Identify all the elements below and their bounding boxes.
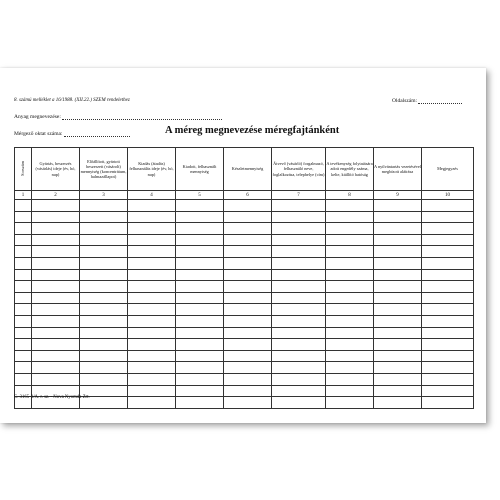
- table-cell[interactable]: [374, 281, 422, 293]
- table-cell[interactable]: [224, 292, 272, 304]
- table-cell[interactable]: [422, 327, 474, 339]
- table-cell[interactable]: [80, 211, 128, 223]
- table-cell[interactable]: [176, 269, 224, 281]
- table-cell[interactable]: [15, 246, 32, 258]
- table-cell[interactable]: [32, 327, 80, 339]
- table-cell[interactable]: [224, 362, 272, 374]
- table-cell[interactable]: [15, 211, 32, 223]
- table-cell[interactable]: [374, 234, 422, 246]
- table-cell[interactable]: [32, 292, 80, 304]
- table-cell[interactable]: [176, 327, 224, 339]
- table-cell[interactable]: [15, 200, 32, 212]
- table-cell[interactable]: [176, 315, 224, 327]
- table-cell[interactable]: [272, 327, 326, 339]
- table-cell[interactable]: [15, 373, 32, 385]
- table-cell[interactable]: [176, 200, 224, 212]
- page-number-line[interactable]: [418, 103, 462, 104]
- table-cell[interactable]: [326, 350, 374, 362]
- table-cell[interactable]: [422, 211, 474, 223]
- column-header: Előállított, gyártott beszerzett (vásárolt) mennyiség (koncentrátum, halmazállapot): [80, 148, 128, 191]
- table-cell[interactable]: [80, 350, 128, 362]
- record-number-label: Mérgező oktat száma:: [14, 131, 63, 137]
- table-cell[interactable]: [326, 246, 374, 258]
- table-cell[interactable]: [374, 327, 422, 339]
- table-cell[interactable]: [32, 257, 80, 269]
- table-cell[interactable]: [224, 397, 272, 409]
- column-header: A nyilvántartás vezetésével megbízott aláírása: [374, 148, 422, 191]
- table-cell[interactable]: [176, 304, 224, 316]
- table-cell[interactable]: [422, 269, 474, 281]
- table-cell[interactable]: [374, 200, 422, 212]
- table-cell[interactable]: [374, 211, 422, 223]
- table-cell[interactable]: [176, 385, 224, 397]
- table-cell[interactable]: [374, 350, 422, 362]
- column-number: 3: [80, 191, 128, 200]
- table-cell[interactable]: [374, 257, 422, 269]
- table-cell[interactable]: [80, 292, 128, 304]
- column-number: 2: [32, 191, 80, 200]
- table-row: [15, 223, 474, 235]
- table-cell[interactable]: [374, 292, 422, 304]
- table-cell[interactable]: [32, 304, 80, 316]
- table-cell[interactable]: [15, 281, 32, 293]
- table-cell[interactable]: [326, 327, 374, 339]
- table-cell[interactable]: [32, 269, 80, 281]
- table-cell[interactable]: [128, 327, 176, 339]
- table-cell[interactable]: [422, 246, 474, 258]
- form-code: C. 3165-3/A. r. sz. - Nova Nyomda Zrt.: [14, 395, 90, 400]
- column-number: 9: [374, 191, 422, 200]
- table-cell[interactable]: [272, 211, 326, 223]
- table-cell[interactable]: [326, 315, 374, 327]
- table-cell[interactable]: [128, 315, 176, 327]
- table-cell[interactable]: [272, 269, 326, 281]
- table-cell[interactable]: [326, 223, 374, 235]
- table-cell[interactable]: [374, 339, 422, 351]
- column-header: Készletmennyiség: [224, 148, 272, 191]
- table-cell[interactable]: [176, 223, 224, 235]
- table-cell[interactable]: [15, 362, 32, 374]
- column-header: Gyártás, beszerzés (vásárlás) ideje (év, hó, nap): [32, 148, 80, 191]
- table-cell[interactable]: [326, 373, 374, 385]
- table-row: [15, 211, 474, 223]
- table-cell[interactable]: [422, 350, 474, 362]
- table-cell[interactable]: [176, 246, 224, 258]
- table-cell[interactable]: [32, 223, 80, 235]
- table-cell[interactable]: [80, 281, 128, 293]
- column-header: Sorszám: [15, 148, 32, 191]
- table-cell[interactable]: [272, 281, 326, 293]
- table-cell[interactable]: [15, 315, 32, 327]
- table-cell[interactable]: [32, 362, 80, 374]
- table-cell[interactable]: [176, 292, 224, 304]
- table-cell[interactable]: [374, 246, 422, 258]
- table-row: [15, 304, 474, 316]
- table-cell[interactable]: [128, 397, 176, 409]
- table-cell[interactable]: [224, 234, 272, 246]
- table-cell[interactable]: [80, 304, 128, 316]
- table-cell[interactable]: [15, 304, 32, 316]
- substance-name-field: [14, 114, 222, 120]
- table-cell[interactable]: [128, 223, 176, 235]
- table-row: [15, 373, 474, 385]
- table-cell[interactable]: [15, 339, 32, 351]
- table-cell[interactable]: [224, 246, 272, 258]
- table-cell[interactable]: [326, 281, 374, 293]
- page-number-label: Oldalszám:: [392, 98, 418, 104]
- table-cell[interactable]: [224, 223, 272, 235]
- table-cell[interactable]: [80, 327, 128, 339]
- table-cell[interactable]: [326, 397, 374, 409]
- table-cell[interactable]: [374, 397, 422, 409]
- table-row: [15, 257, 474, 269]
- table-cell[interactable]: [374, 315, 422, 327]
- table-cell[interactable]: [326, 362, 374, 374]
- table-cell[interactable]: [374, 385, 422, 397]
- column-number-row: [15, 191, 474, 200]
- table-row: [15, 246, 474, 258]
- table-cell[interactable]: [128, 350, 176, 362]
- table-cell[interactable]: [15, 257, 32, 269]
- table-cell[interactable]: [272, 257, 326, 269]
- table-cell[interactable]: [272, 292, 326, 304]
- table-cell[interactable]: [272, 385, 326, 397]
- table-cell[interactable]: [80, 339, 128, 351]
- table-cell[interactable]: [15, 350, 32, 362]
- table-cell[interactable]: [272, 223, 326, 235]
- table-cell[interactable]: [80, 257, 128, 269]
- table-cell[interactable]: [176, 281, 224, 293]
- table-row: [15, 281, 474, 293]
- table-cell[interactable]: [422, 397, 474, 409]
- table-cell[interactable]: [224, 327, 272, 339]
- table-cell[interactable]: [326, 234, 374, 246]
- table-cell[interactable]: [224, 373, 272, 385]
- table-row: [15, 234, 474, 246]
- table-cell[interactable]: [15, 327, 32, 339]
- table-cell[interactable]: [374, 223, 422, 235]
- table-row: [15, 339, 474, 351]
- table-row: [15, 362, 474, 374]
- table-cell[interactable]: [128, 200, 176, 212]
- table-cell[interactable]: [128, 211, 176, 223]
- table-cell[interactable]: [15, 223, 32, 235]
- regulation-reference: 8. számú melléklet a 16/1988. (XII.22.) SZEM rendelethez: [14, 98, 130, 103]
- table-cell[interactable]: [176, 362, 224, 374]
- table-cell[interactable]: [272, 246, 326, 258]
- page-number-field: [392, 98, 462, 104]
- table-cell[interactable]: [422, 234, 474, 246]
- table-cell[interactable]: [80, 373, 128, 385]
- header-row: [15, 148, 474, 191]
- table-cell[interactable]: [326, 200, 374, 212]
- table-cell[interactable]: [32, 315, 80, 327]
- table-cell[interactable]: [374, 373, 422, 385]
- table-row: [15, 350, 474, 362]
- table-cell[interactable]: [422, 339, 474, 351]
- table-cell[interactable]: [128, 362, 176, 374]
- table-cell[interactable]: [326, 269, 374, 281]
- column-number: 7: [272, 191, 326, 200]
- table-cell[interactable]: [32, 246, 80, 258]
- table-cell[interactable]: [272, 200, 326, 212]
- table-cell[interactable]: [224, 269, 272, 281]
- table-cell[interactable]: [32, 373, 80, 385]
- table-cell[interactable]: [224, 200, 272, 212]
- table-cell[interactable]: [32, 200, 80, 212]
- table-cell[interactable]: [374, 362, 422, 374]
- table-cell[interactable]: [272, 315, 326, 327]
- table-cell[interactable]: [224, 304, 272, 316]
- table-cell[interactable]: [32, 339, 80, 351]
- table-cell[interactable]: [224, 281, 272, 293]
- column-number: 5: [176, 191, 224, 200]
- table-cell[interactable]: [128, 281, 176, 293]
- table-cell[interactable]: [422, 223, 474, 235]
- column-header: A tevékenység folytatására adott engedély száma, kelte, kiállító hatóság: [326, 148, 374, 191]
- table-cell[interactable]: [128, 246, 176, 258]
- table-cell[interactable]: [176, 350, 224, 362]
- table-row: [15, 200, 474, 212]
- table-row: [15, 327, 474, 339]
- register-table: [14, 147, 474, 409]
- table-cell[interactable]: [272, 362, 326, 374]
- table-row: [15, 292, 474, 304]
- table-cell[interactable]: [176, 234, 224, 246]
- table-cell[interactable]: [326, 292, 374, 304]
- table-cell[interactable]: [272, 304, 326, 316]
- table-cell[interactable]: [80, 362, 128, 374]
- table-cell[interactable]: [374, 304, 422, 316]
- table-cell[interactable]: [422, 385, 474, 397]
- column-header: Átvevő (vásárló) forgalmazó, felhasználó neve, foglalkozása, telephelye (cím): [272, 148, 326, 191]
- column-number: 6: [224, 191, 272, 200]
- form-title: A méreg megnevezése méregfajtánként: [165, 125, 340, 136]
- form-sheet: [0, 68, 486, 423]
- table-cell[interactable]: [422, 315, 474, 327]
- table-row: [15, 315, 474, 327]
- table-cell[interactable]: [422, 304, 474, 316]
- table-cell[interactable]: [15, 292, 32, 304]
- table-cell[interactable]: [176, 339, 224, 351]
- column-number: 1: [15, 191, 32, 200]
- table-cell[interactable]: [272, 339, 326, 351]
- column-header: Kiadott, felhasznált mennyiség: [176, 148, 224, 191]
- table-cell[interactable]: [128, 257, 176, 269]
- table-cell[interactable]: [326, 257, 374, 269]
- table-cell[interactable]: [15, 269, 32, 281]
- column-header: Megjegyzés: [422, 148, 474, 191]
- table-cell[interactable]: [128, 373, 176, 385]
- column-number: 4: [128, 191, 176, 200]
- table-cell[interactable]: [80, 200, 128, 212]
- table-cell[interactable]: [422, 373, 474, 385]
- table-cell[interactable]: [15, 234, 32, 246]
- table-cell[interactable]: [128, 234, 176, 246]
- record-number-line[interactable]: [64, 136, 130, 137]
- substance-name-line[interactable]: [62, 119, 222, 120]
- table-cell[interactable]: [272, 373, 326, 385]
- table-cell[interactable]: [176, 397, 224, 409]
- table-cell[interactable]: [128, 304, 176, 316]
- table-cell[interactable]: [326, 304, 374, 316]
- column-number: 10: [422, 191, 474, 200]
- table-cell[interactable]: [32, 350, 80, 362]
- table-cell[interactable]: [326, 339, 374, 351]
- table-row: [15, 269, 474, 281]
- table-cell[interactable]: [224, 211, 272, 223]
- table-cell[interactable]: [326, 385, 374, 397]
- table-cell[interactable]: [32, 211, 80, 223]
- table-cell[interactable]: [128, 269, 176, 281]
- table-cell[interactable]: [224, 350, 272, 362]
- table-cell[interactable]: [224, 315, 272, 327]
- table-cell[interactable]: [224, 339, 272, 351]
- table-cell[interactable]: [326, 211, 374, 223]
- table-cell[interactable]: [374, 269, 422, 281]
- table-cell[interactable]: [422, 281, 474, 293]
- table-cell[interactable]: [80, 315, 128, 327]
- column-header: Kiadás (átadás) felhasználás ideje (év, hó, nap): [128, 148, 176, 191]
- record-number-field: [14, 131, 130, 137]
- column-number: 8: [326, 191, 374, 200]
- table-cell[interactable]: [32, 281, 80, 293]
- table-cell[interactable]: [422, 200, 474, 212]
- table-cell[interactable]: [176, 211, 224, 223]
- table-cell[interactable]: [80, 246, 128, 258]
- table-cell[interactable]: [272, 397, 326, 409]
- table-cell[interactable]: [80, 234, 128, 246]
- table-cell[interactable]: [80, 223, 128, 235]
- table-cell[interactable]: [128, 385, 176, 397]
- table-cell[interactable]: [224, 385, 272, 397]
- table-cell[interactable]: [272, 234, 326, 246]
- table-cell[interactable]: [128, 292, 176, 304]
- table-cell[interactable]: [32, 234, 80, 246]
- table-cell[interactable]: [422, 362, 474, 374]
- substance-name-label: Anyag megnevezése:: [14, 114, 61, 120]
- table-cell[interactable]: [128, 339, 176, 351]
- table-cell[interactable]: [176, 257, 224, 269]
- table-cell[interactable]: [422, 292, 474, 304]
- table-cell[interactable]: [422, 257, 474, 269]
- table-cell[interactable]: [272, 350, 326, 362]
- table-cell[interactable]: [224, 257, 272, 269]
- table-cell[interactable]: [80, 269, 128, 281]
- table-cell[interactable]: [176, 373, 224, 385]
